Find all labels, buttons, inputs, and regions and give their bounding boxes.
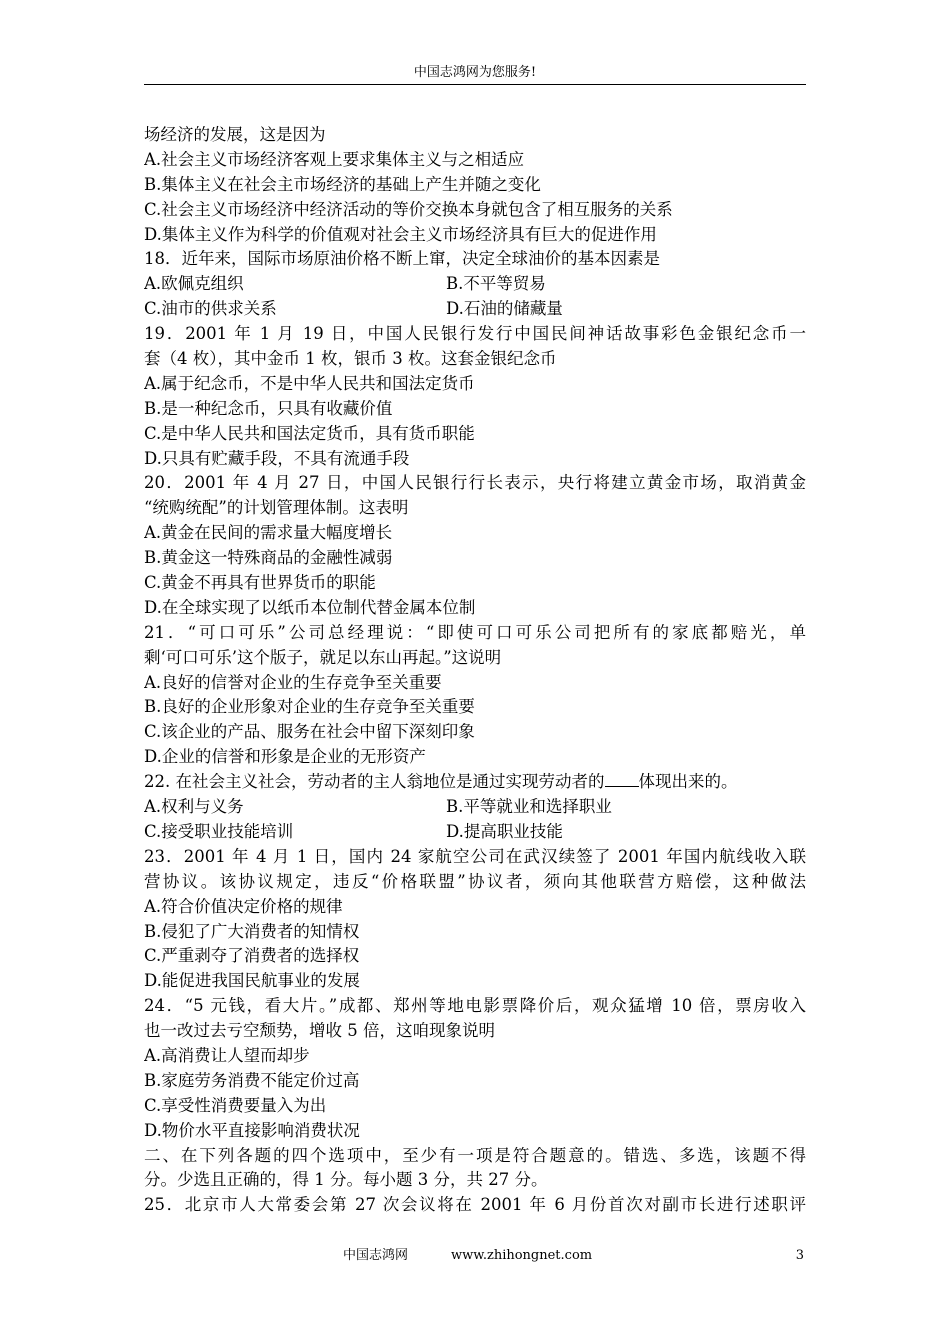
footer-site-name: 中国志鸿网	[343, 1248, 409, 1263]
option-line: D.集体主义作为科学的价值观对社会主义市场经济具有巨大的促进作用	[144, 224, 657, 244]
q19-option-a: A.属于纪念币，不是中华人民共和国法定货币	[144, 373, 475, 393]
q22-options-row-1	[144, 795, 806, 820]
q22-option-c: C.接受职业技能培训	[144, 821, 294, 841]
q23-option-c: C.严重剥夺了消费者的选择权	[144, 946, 360, 966]
q21-option-d: D.企业的信誉和形象是企业的无形资产	[144, 747, 426, 767]
question-24-cont: 也一改过去亏空颓势，增收 5 倍，这咱现象说明	[144, 1021, 495, 1041]
q18-options-row-1	[144, 272, 806, 297]
question-21: 21．“可口可乐”公司总经理说：“即使可口可乐公司把所有的家底都赔光，单	[144, 622, 806, 642]
q19-option-b: B.是一种纪念币，只具有收藏价值	[144, 398, 393, 418]
answer-blank	[605, 772, 639, 787]
q24-option-b: B.家庭劳务消费不能定价过高	[144, 1070, 360, 1090]
q24-option-a: A.高消费让人望而却步	[144, 1045, 310, 1065]
q18-option-b: B.不平等贸易	[446, 274, 546, 294]
question-23-cont: 营协议。该协议规定，违反“价格联盟”协议者，须向其他联营方赔偿，这种做法	[144, 871, 806, 891]
question-19: 19．2001 年 1 月 19 日，中国人民银行发行中国民间神话故事彩色金银纪念币一	[144, 324, 806, 344]
q18-options-row-2	[144, 297, 806, 322]
page-footer	[144, 1246, 806, 1266]
q21-option-c: C.该企业的产品、服务在社会中留下深刻印象	[144, 722, 475, 742]
q19-option-c: C.是中华人民共和国法定货币，具有货币职能	[144, 423, 475, 443]
question-25: 25．北京市人大常委会第 27 次会议将在 2001 年 6 月份首次对副市长进行述职评	[144, 1195, 806, 1215]
question-19-cont: 套（4 枚），其中金币 1 枚，银币 3 枚。这套金银纪念币	[144, 349, 557, 369]
question-24: 24．“5 元钱，看大片。”成都、郑州等地电影票降价后，观众猛增 10 倍，票房收入	[144, 996, 806, 1016]
q22-option-b: B.平等就业和选择职业	[446, 797, 612, 817]
option-line: C.社会主义市场经济中经济活动的等价交换本身就包含了相互服务的关系	[144, 199, 673, 219]
q23-option-d: D.能促进我国民航事业的发展	[144, 971, 360, 991]
header-rule	[144, 84, 806, 85]
q18-option-a: A.欧佩克组织	[144, 274, 244, 294]
q20-option-c: C.黄金不再具有世界货币的职能	[144, 573, 376, 593]
q22-option-a: A.权利与义务	[144, 797, 244, 817]
question-18: 18．近年来，国际市场原油价格不断上窜，决定全球油价的基本因素是	[144, 249, 660, 269]
question-23: 23．2001 年 4 月 1 日，国内 24 家航空公司在武汉续签了 2001 年国内航线收入联	[144, 846, 806, 866]
question-22	[144, 770, 806, 795]
q20-option-a: A.黄金在民间的需求量大幅度增长	[144, 523, 393, 543]
q22-stem-after: 体现出来的。	[638, 772, 738, 792]
section-2-heading-cont: 分。少选且正确的，得 1 分。每小题 3 分，共 27 分。	[144, 1170, 548, 1190]
q19-option-d: D.只具有贮藏手段，不具有流通手段	[144, 448, 410, 468]
q24-option-c: C.享受性消费要量入为出	[144, 1095, 327, 1115]
q24-option-d: D.物价水平直接影响消费状况	[144, 1120, 360, 1140]
page-header: 中国志鸿网为您服务!	[413, 65, 537, 80]
q20-option-b: B.黄金这一特殊商品的金融性减弱	[144, 548, 393, 568]
document-body	[144, 123, 806, 1218]
q22-option-d: D.提高职业技能	[446, 821, 563, 841]
question-21-cont: 剩‘可口可乐’这个版子，就足以东山再起。”这说明	[144, 647, 502, 667]
page-number: 3	[795, 1248, 804, 1263]
section-2-heading: 二、在下列各题的四个选项中，至少有一项是符合题意的。错选、多选，该题不得	[144, 1145, 806, 1165]
q18-option-c: C.油市的供求关系	[144, 299, 277, 319]
q22-stem-before: 22. 在社会主义社会，劳动者的主人翁地位是通过实现劳动者的	[144, 772, 605, 792]
q20-option-d: D.在全球实现了以纸币本位制代替金属本位制	[144, 597, 476, 617]
q18-option-d: D.石油的储藏量	[446, 299, 563, 319]
option-line: A.社会主义市场经济客观上要求集体主义与之相适应	[144, 149, 525, 169]
question-20: 20．2001 年 4 月 27 日，中国人民银行行长表示，央行将建立黄金市场，取消黄金	[144, 473, 806, 493]
text-line: 场经济的发展，这是因为	[144, 125, 326, 144]
q21-option-b: B.良好的企业形象对企业的生存竞争至关重要	[144, 697, 475, 717]
q23-option-a: A.符合价值决定价格的规律	[144, 896, 343, 916]
option-line: B.集体主义在社会主市场经济的基础上产生并随之变化	[144, 174, 541, 194]
question-20-cont: “统购统配”的计划管理体制。这表明	[144, 498, 409, 518]
q23-option-b: B.侵犯了广大消费者的知情权	[144, 921, 360, 941]
footer-url: www.zhihongnet.com	[451, 1248, 593, 1263]
q21-option-a: A.良好的信誉对企业的生存竞争至关重要	[144, 672, 442, 692]
q22-options-row-2	[144, 820, 806, 845]
